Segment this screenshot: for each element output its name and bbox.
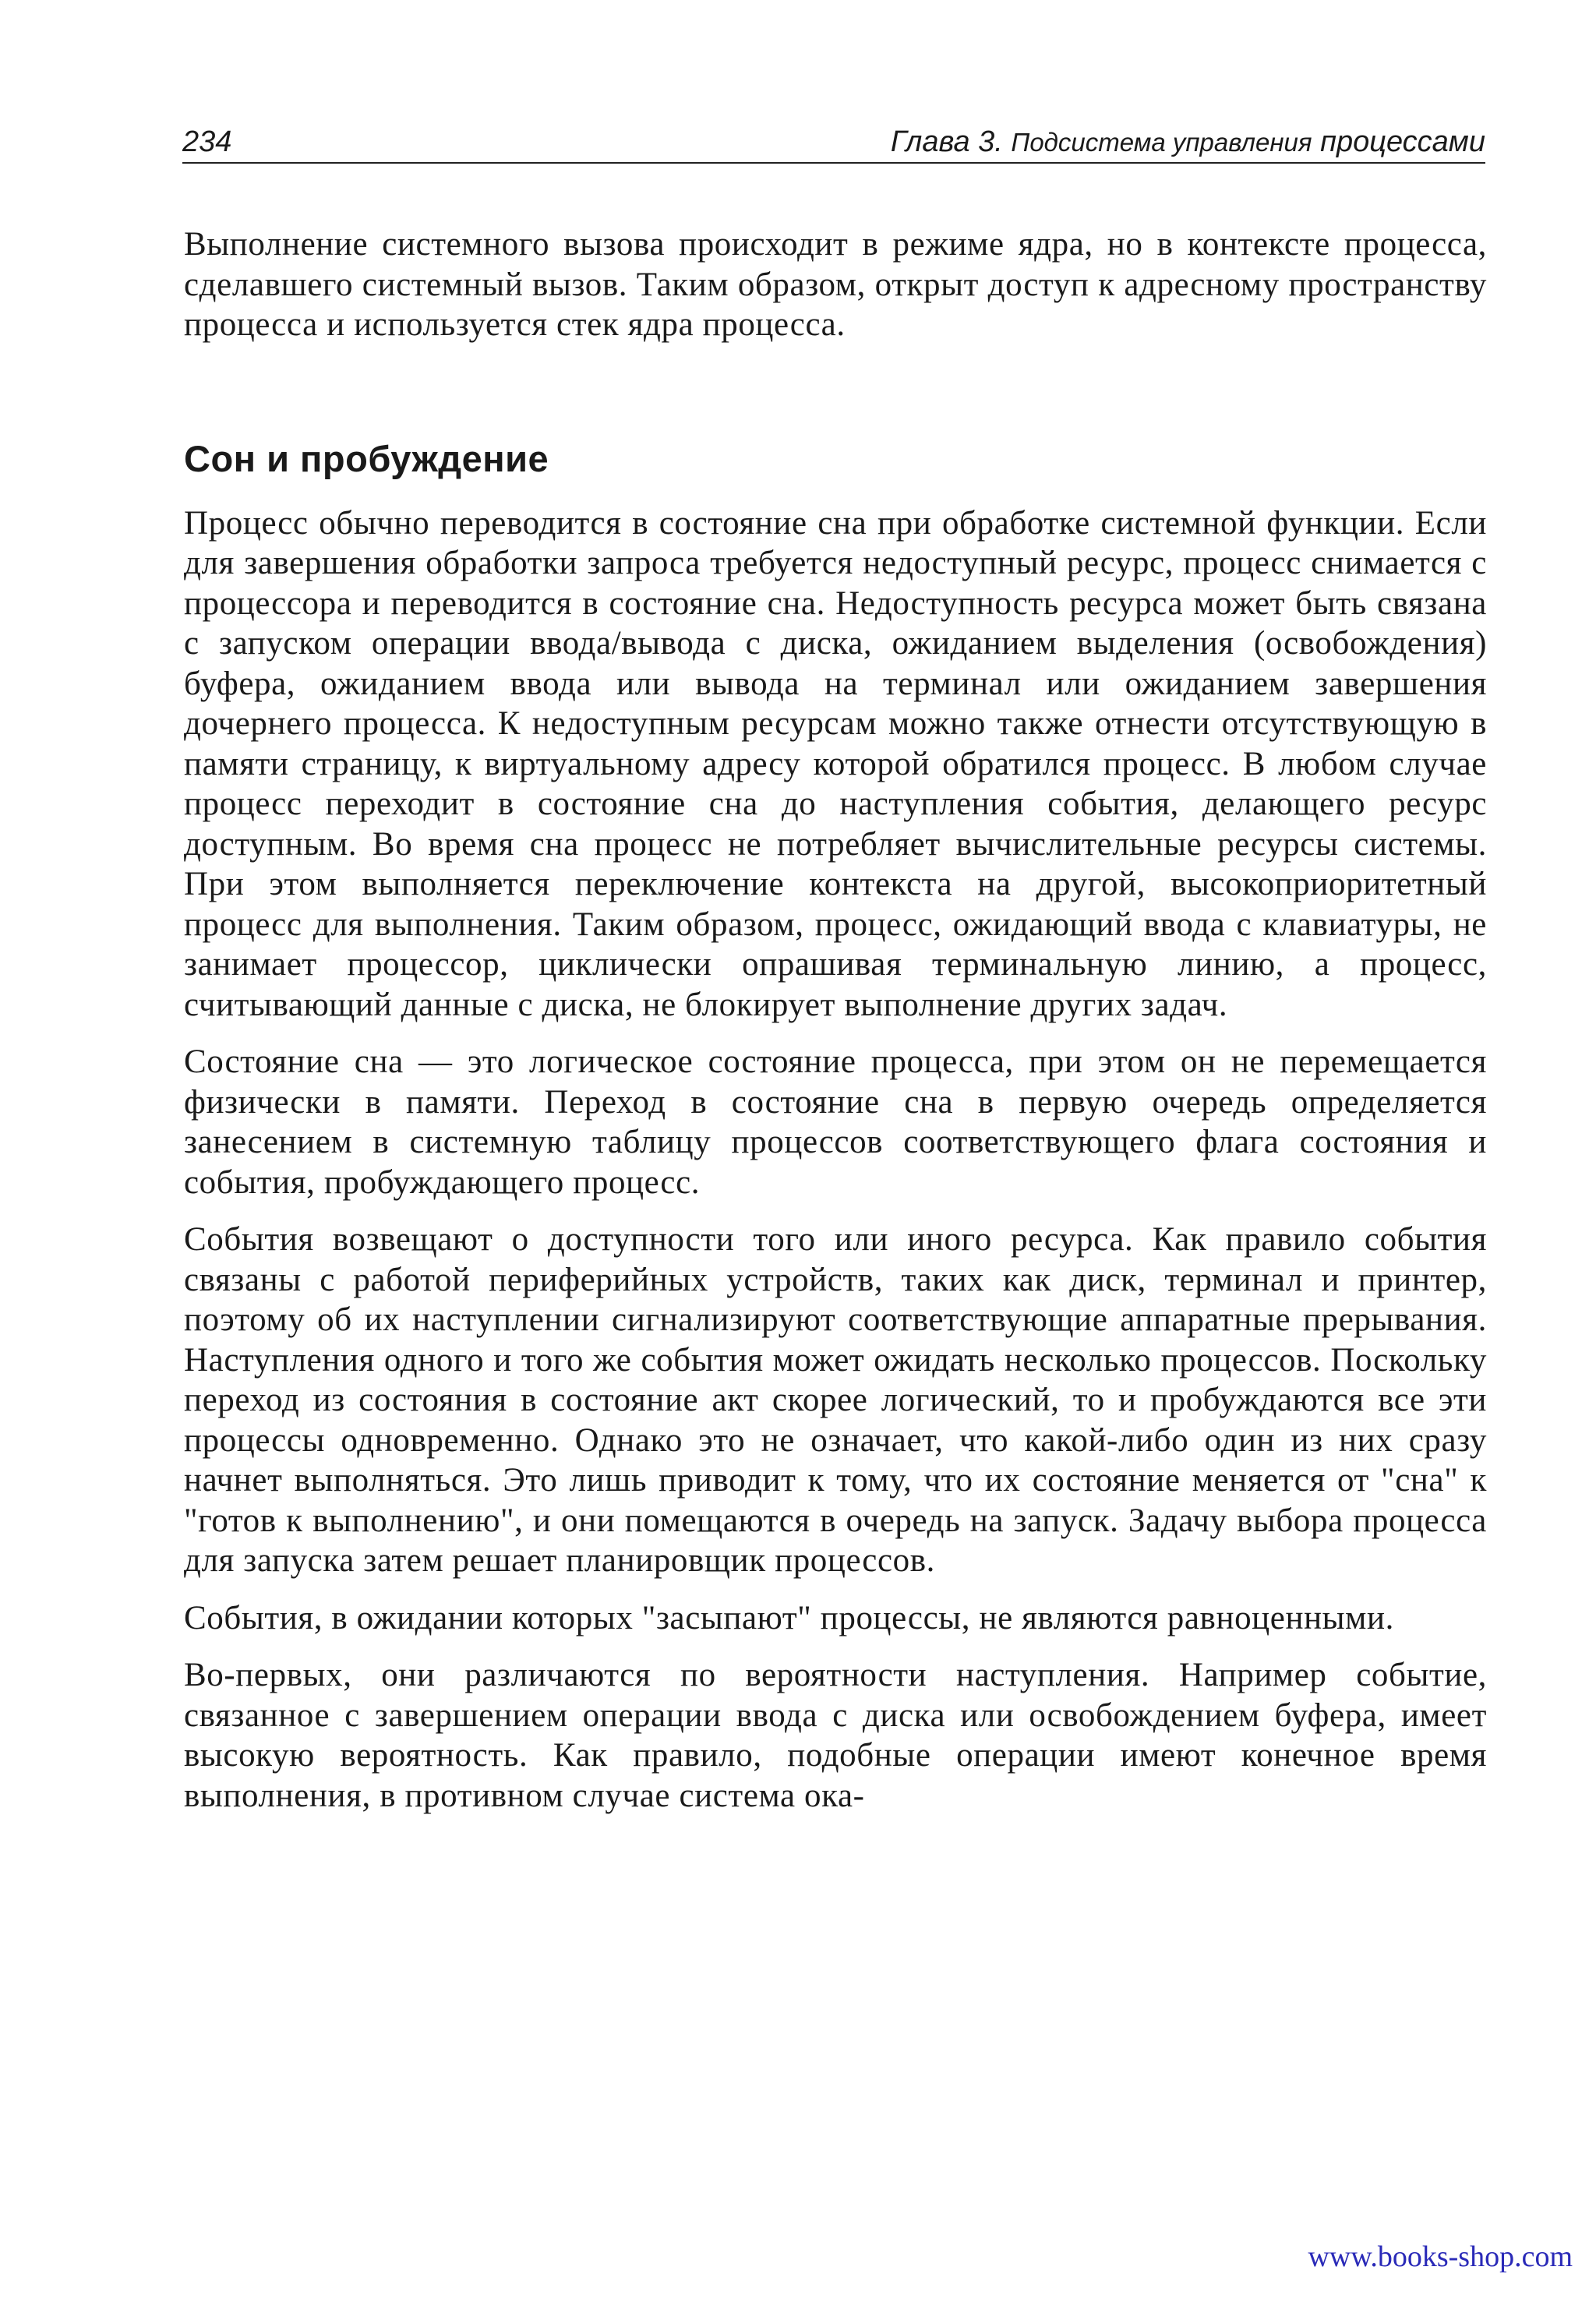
chapter-subtitle-end: процессами (1320, 125, 1485, 158)
chapter-label: Глава 3. (890, 125, 1003, 158)
body-paragraph: События возвещают о доступности того или иного ресурса. Как правило события связаны с работой периферийных устройств, таких как диск, терминал и принтер, поэтому об их наступлении сигнализируют соответствующие аппаратные прерывания. Наступления одного и того же события может ожидать несколько процессов. Поскольку переход из состояния в состояние акт скорее логический, то и пробуждаются все эти процессы одновременно. Однако это не означает, что какой-либо один из них сразу начнет выполняться. Это лишь приводит к тому, что их состояние меняется от "сна" к "готов к выполнению", и они помещаются в очередь на запуск. Задачу выбора процесса для запуска затем решает планировщик процессов. (184, 1221, 1487, 1579)
body-paragraph: Состояние сна — это логическое состояние процесса, при этом он не перемещается физически в памяти. Переход в состояние сна в первую очередь определяется занесением в системную таблицу процессов соответствующего флага состояния и события, пробуждающего процесс. (184, 1043, 1487, 1201)
running-title (891, 125, 1485, 159)
section-heading: Сон и пробуждение (184, 437, 549, 479)
chapter-subtitle: Подсистема управления (1011, 128, 1312, 157)
watermark-link[interactable]: www.books-shop.com (1308, 2240, 1573, 2273)
body-paragraph: События, в ожидании которых "засыпают" процессы, не являются равноценными. (184, 1599, 1394, 1636)
page-header (182, 123, 1485, 164)
body-paragraph: Во-первых, они различаются по вероятности наступления. Например событие, связанное с завершением операции ввода с диска или освобождением буфера, имеет высокую вероятность. Как правило, подобные операции имеют конечное время выполнения, в противном случае система ока- (184, 1657, 1487, 1814)
intro-paragraph: Выполнение системного вызова происходит в режиме ядра, но в контексте процесса, сделавшего системный вызов. Таким образом, открыт доступ к адресному пространству процесса и используется стек ядра процесса. (184, 226, 1487, 343)
page-number: 234 (182, 125, 232, 158)
body-paragraph: Процесс обычно переводится в состояние сна при обработке системной функции. Если для завершения обработки запроса требуется недоступный ресурс, процесс снимается с процессора и переводится в состояние сна. Недоступность ресурса может быть связана с запуском операции ввода/вывода с диска, ожиданием выделения (освобождения) буфера, ожиданием ввода или вывода на терминал или ожиданием завершения дочернего процесса. К недоступным ресурсам можно также отнести отсутствующую в памяти страницу, к виртуальному адресу которой обратился процесс. В любом случае процесс переходит в состояние сна до наступления события, делающего ресурс доступным. Во время сна процесс не потребляет вычислительные ресурсы системы. При этом выполняется переключение контекста на другой, высокоприоритетный процесс для выполнения. Таким образом, процесс, ожидающий ввода с клавиатуры, не занимает процессор, циклически опрашивая терминальную линию, а процесс, считывающий данные с диска, не блокирует выполнение других задач. (184, 504, 1487, 1023)
page-content (184, 224, 1487, 1833)
